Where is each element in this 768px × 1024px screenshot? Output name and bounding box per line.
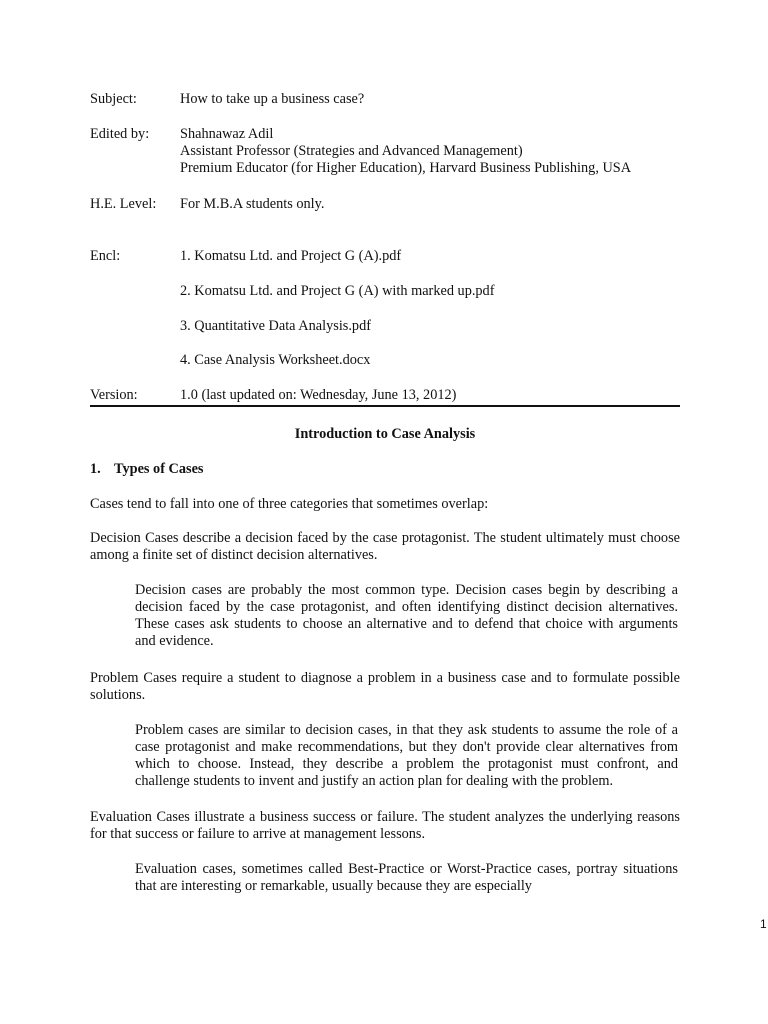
subject-label: Subject: — [90, 91, 137, 107]
intro-paragraph: Cases tend to fall into one of three categories that sometimes overlap: — [90, 496, 489, 512]
section-number: 1. — [90, 461, 101, 477]
document-page — [90, 0, 767, 1024]
decision-cases-paragraph: Decision Cases describe a decision faced by the case protagonist. The student ultimately must choose among a finite set of distinct decision alternatives. — [90, 530, 680, 563]
he-level-label: H.E. Level: — [90, 196, 157, 212]
version-value: 1.0 (last updated on: Wednesday, June 13, 2012) — [180, 387, 457, 403]
encl-item: 1. Komatsu Ltd. and Project G (A).pdf — [180, 248, 402, 264]
section-heading — [90, 461, 204, 478]
subject-value: How to take up a business case? — [180, 91, 365, 107]
evaluation-cases-paragraph: Evaluation Cases illustrate a business success or failure. The student analyzes the underlying reasons for that success or failure to arrive at management lessons. — [90, 809, 680, 842]
he-level-value: For M.B.A students only. — [180, 196, 325, 212]
evaluation-cases-detail: Evaluation cases, sometimes called Best-Practice or Worst-Practice cases, portray situations that are interesting or remarkable, usually because they are especially — [135, 861, 678, 894]
editor-affiliation: Premium Educator (for Higher Education), Harvard Business Publishing, USA — [180, 160, 632, 176]
encl-item: 4. Case Analysis Worksheet.docx — [180, 352, 371, 368]
page-number: 1 — [760, 917, 767, 931]
version-label: Version: — [90, 387, 138, 403]
encl-item: 2. Komatsu Ltd. and Project G (A) with marked up.pdf — [180, 283, 495, 299]
encl-item: 3. Quantitative Data Analysis.pdf — [180, 318, 371, 334]
editor-name: Shahnawaz Adil — [180, 126, 274, 142]
editor-title: Assistant Professor (Strategies and Advanced Management) — [180, 143, 523, 159]
section-title: Types of Cases — [114, 461, 204, 477]
document-title: Introduction to Case Analysis — [294, 426, 476, 442]
problem-cases-paragraph: Problem Cases require a student to diagnose a problem in a business case and to formulate possible solutions. — [90, 670, 680, 703]
header-divider — [90, 405, 680, 407]
edited-by-label: Edited by: — [90, 126, 150, 142]
decision-cases-detail: Decision cases are probably the most common type. Decision cases begin by describing a decision faced by the case protagonist, and often identifying distinct decision alternatives. These cases ask students to choose an alternative and to defend that choice with arguments and evidence. — [135, 582, 678, 649]
problem-cases-detail: Problem cases are similar to decision cases, in that they ask students to assume the role of a case protagonist and make recommendations, but they don't provide clear alternatives from which to choose. Instead, they describe a problem the protagonist must confront, and challenge students to invent and justify an action plan for dealing with the problem. — [135, 722, 678, 789]
encl-label: Encl: — [90, 248, 121, 264]
